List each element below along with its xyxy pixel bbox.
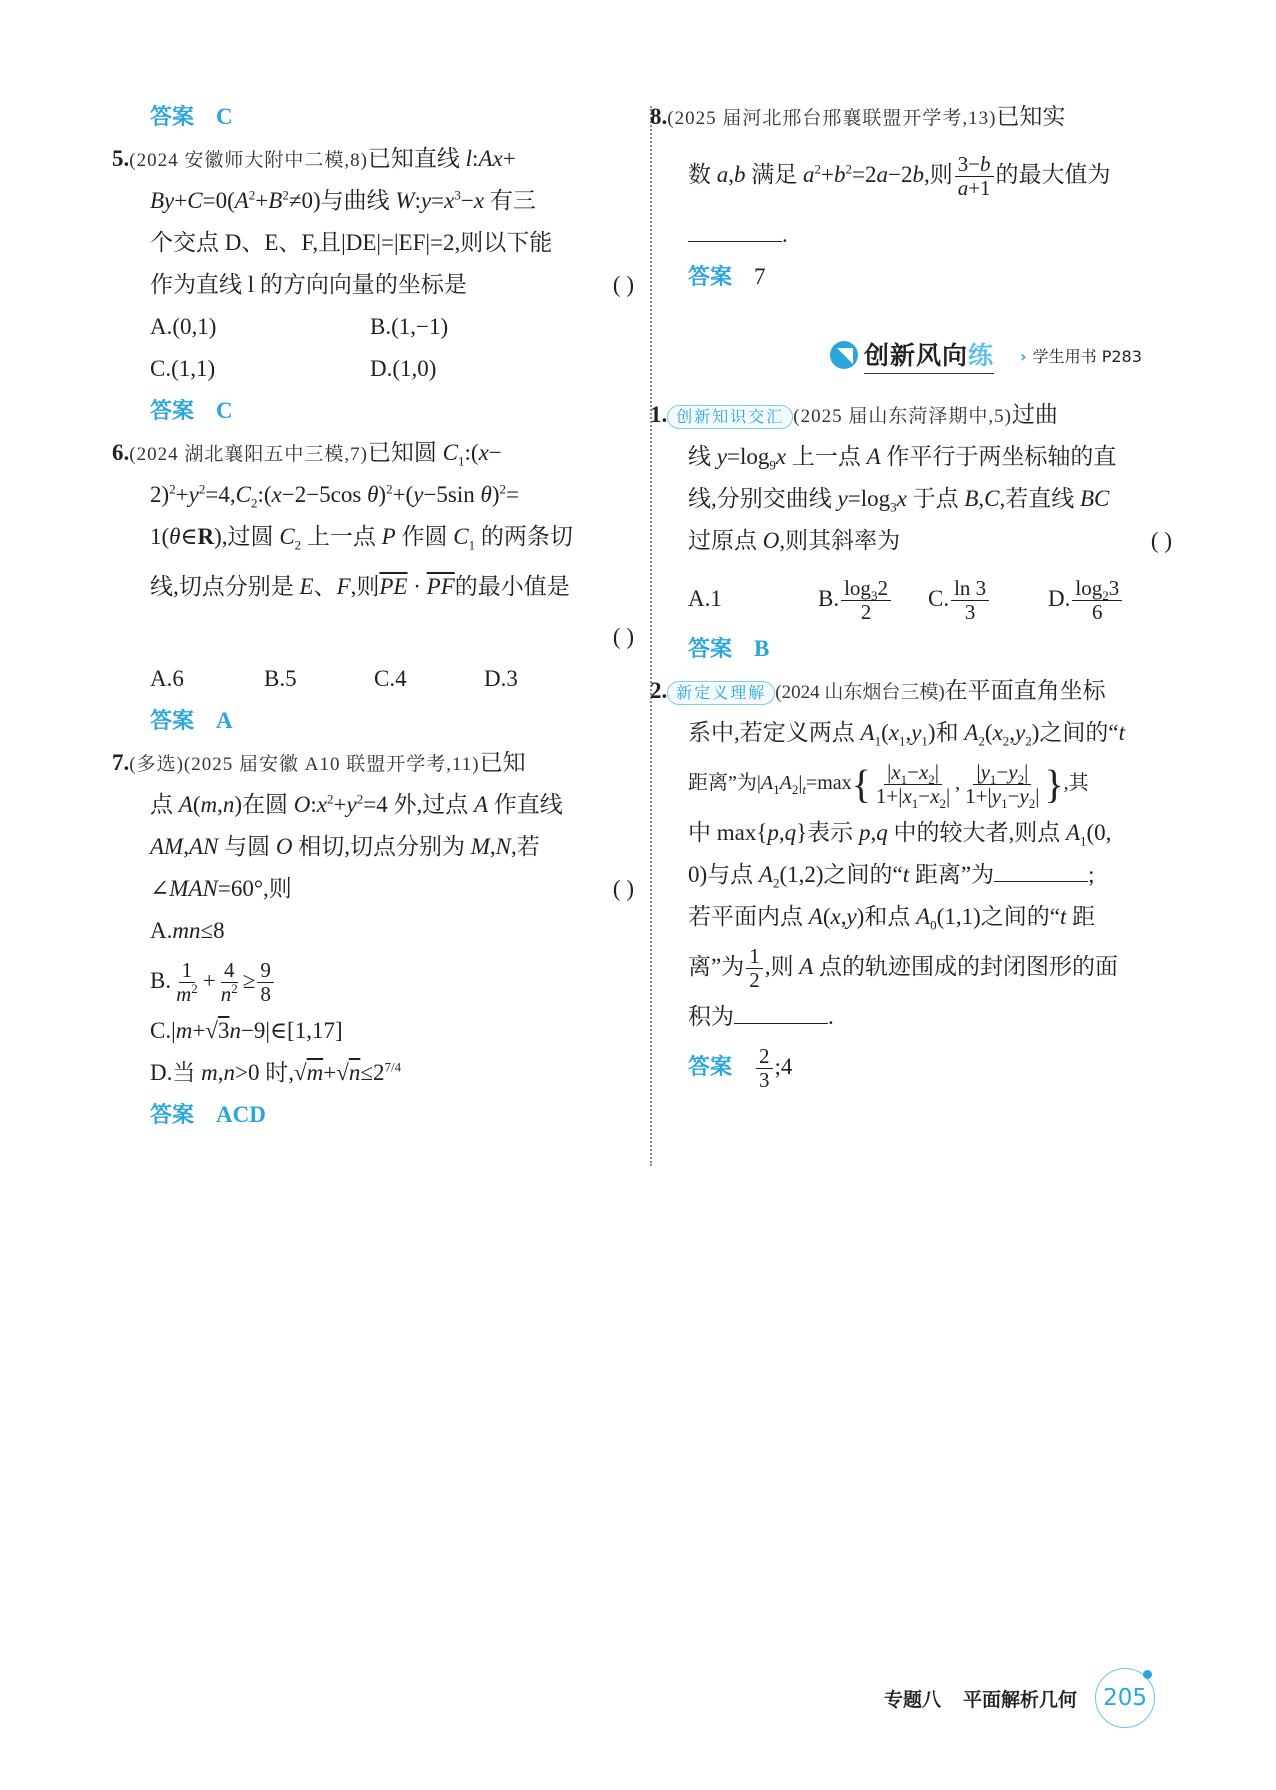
option-c: C.|m+√3n−9|∈[1,17] — [150, 1018, 343, 1043]
answer-value: C — [216, 104, 233, 129]
prev-answer-row — [128, 96, 634, 138]
question-text: 积为 . — [666, 996, 1172, 1038]
question-text: 个交点 D、E、F,且|DE|=|EF|=2,则以下能 — [150, 230, 553, 255]
answer-paren: ( ) — [612, 624, 634, 649]
question-text: 若平面内点 A(x,y)和点 $A_0(1,1)$之间的“t 距 — [688, 904, 1096, 933]
chevron-right-icon: › — [1020, 346, 1027, 366]
option-a: A.1 — [688, 586, 722, 611]
option-a: A.mn≤8 — [150, 918, 225, 943]
question-text: 线,分别交曲线 $y=\log_3x$ 于点 B,C,若直线 BC — [688, 486, 1110, 515]
option-d: D. $\frac{\log_23}{6}$ — [1048, 570, 1124, 628]
question-text: 线 $y=\log_9x$ 上一点 A 作平行于两坐标轴的直 — [688, 444, 1117, 473]
options-row — [128, 348, 634, 390]
answer-paren: ( ) — [1150, 528, 1172, 553]
question-text: 线,切点分别是 E、F,则$\overline{PE} \cdot \overline{PF}$的最小值是 — [150, 574, 570, 599]
answer-value: B — [754, 636, 770, 661]
option-c: C.4 — [374, 666, 407, 691]
option-c: C.(1,1) — [150, 356, 216, 381]
question-text: 1(θ∈R),过圆 $C_2$ 上一点 P 作圆 $C_1$ 的两条切 — [150, 524, 573, 553]
answer-label: 答案 — [688, 264, 733, 289]
question-number: 6. — [112, 440, 130, 465]
question-text: 中 max{p,q}表示 p,q 中的较大者,则点 $A_1(0$, — [688, 820, 1112, 849]
option-b: B. $\frac{1}{m^2}$ + $\frac{4}{n^2}$ ≥ $\frac{9}{8}$ — [128, 952, 634, 1010]
option-c: C. $\frac{\ln 3}{3}$ — [928, 570, 1048, 628]
option-d: D.3 — [484, 666, 518, 691]
section-header — [830, 336, 1142, 374]
option-d: D.当 m,n>0 时$,√m+√n\le 2^{7/4}$ — [150, 1059, 402, 1085]
question-5 — [112, 138, 634, 432]
question-s2 — [650, 670, 1172, 1096]
answer-value: C — [216, 398, 233, 423]
answer-row — [128, 1094, 634, 1136]
paren-row — [128, 616, 634, 658]
question-s1 — [650, 394, 1172, 670]
question-text: 数 a,b 满足 $a^2+b^2=2a-2b$,则 $\frac{3-b}{a+1}$ 的最大值为 — [688, 152, 1111, 201]
answer-label: 答案 — [688, 636, 733, 661]
question-number: 7. — [112, 750, 130, 775]
question-text: 距离”为$|A_1A_2|_t=\max${ $\frac{|x_1-x_2|}{1+|x_1-x_2|}$ , $\frac{|y_1-y_2|}{1+|y_1-y_2|}$ },其 — [688, 759, 1089, 812]
question-text: ∠MAN=60°,则 ( ) — [128, 868, 634, 910]
answer-value: $\frac{2}{3}$ ;4 — [754, 1054, 792, 1079]
section-title: 创新风向练 — [864, 336, 994, 374]
dot-icon — [1143, 1670, 1152, 1679]
answer-label: 答案 — [150, 104, 195, 129]
right-column-lower — [650, 394, 1172, 1096]
answer-paren: ( ) — [612, 876, 634, 901]
answer-label: 答案 — [150, 1102, 195, 1127]
question-text: 点 A(m,n)在圆 $O:x^2+y^2=4$ 外,过点 A 作直线 — [150, 791, 563, 817]
option-d: D.(1,0) — [370, 356, 437, 381]
student-book-ref: › 学生用书 P283 — [1020, 346, 1142, 366]
blank-row: . — [666, 214, 1172, 256]
question-number: 2. — [650, 678, 668, 703]
answer-row — [666, 1038, 1172, 1096]
column-divider — [650, 106, 652, 1166]
topic-tag: 创新知识交汇 — [667, 405, 793, 429]
paper-plane-icon — [830, 341, 858, 369]
question-number: 5. — [112, 146, 130, 171]
question-text: 过原点 O,则其斜率为 ( ) — [666, 520, 1172, 562]
left-column — [112, 96, 634, 1136]
option-b: B.(1,−1) — [370, 314, 449, 339]
answer-paren: ( ) — [612, 272, 634, 297]
question-source: (2025 届山东菏泽期中,5) — [793, 406, 1012, 427]
topic-label: 平面解析几何 — [963, 1688, 1078, 1711]
question-text: 离”为 $\frac{1}{2}$ ,则 A 点的轨迹围成的封闭图形的面 — [688, 944, 1119, 993]
option-b: B. $\frac{\log_32}{2}$ — [818, 570, 928, 628]
question-type-tag: (多选) — [129, 754, 184, 775]
question-7 — [112, 742, 634, 1136]
answer-value: ACD — [216, 1102, 266, 1127]
options-row — [128, 306, 634, 348]
chapter-label: 专题八 — [884, 1688, 942, 1711]
answer-row — [128, 390, 634, 432]
topic-tag: 新定义理解 — [667, 681, 775, 705]
answer-value: A — [216, 708, 233, 733]
question-text: 已知实 — [996, 104, 1066, 129]
answer-label: 答案 — [150, 708, 195, 733]
page-number-badge — [1095, 1668, 1155, 1728]
answer-value: 7 — [754, 264, 766, 289]
option-a: A.(0,1) — [150, 314, 217, 339]
question-text: AM,AN 与圆 O 相切,切点分别为 M,N,若 — [150, 834, 540, 859]
question-source: (2025 届河北邢台邢襄联盟开学考,13) — [667, 108, 997, 129]
question-number: 1. — [650, 402, 668, 427]
question-text: 作为直线 l 的方向向量的坐标是 ( ) — [128, 264, 634, 306]
question-source: (2025 届安徽 A10 联盟开学考,11) — [183, 754, 480, 775]
answer-label: 答案 — [150, 398, 195, 423]
question-text: 已知 — [479, 750, 526, 775]
answer-blank-2 — [734, 1001, 828, 1024]
answer-row — [128, 700, 634, 742]
answer-blank — [688, 219, 782, 242]
page-footer — [884, 1668, 1155, 1728]
question-source: (2024 湖北襄阳五中三模,7) — [129, 444, 368, 465]
question-text: $2)^2+y^2=4,C_2:(x-2-5\cos$ θ)$^2$+(y−5sin θ)$^2$= — [150, 481, 519, 511]
right-column — [650, 96, 1172, 298]
question-text: 在平面直角坐标 — [944, 678, 1106, 703]
question-text: 系中,若定义两点 $A_1(x_1,y_1)$和 $A_2(x_2,y_2)$之间的“t — [688, 720, 1126, 749]
question-text: $By+C=0(A^2+B^2\ne 0)$与曲线 $W:y=x^3-x$ 有三 — [150, 187, 536, 213]
question-source: (2024 山东烟台三模) — [775, 682, 945, 703]
answer-row — [666, 256, 1172, 298]
question-text: 过曲 — [1011, 402, 1058, 427]
question-text: 已知圆 $C_1:(x-$ — [367, 440, 502, 469]
question-source: (2024 安徽师大附中二模,8) — [129, 150, 368, 171]
option-b: B.5 — [264, 666, 297, 691]
answer-label: 答案 — [688, 1054, 733, 1079]
options-row — [666, 570, 1172, 628]
answer-row — [666, 628, 1172, 670]
option-a: A.6 — [150, 666, 184, 691]
options-row — [128, 658, 634, 700]
question-number: 8. — [650, 104, 668, 129]
question-text: 0)与点 $A_2(1,2)$之间的“t 距离”为 ; — [666, 854, 1172, 896]
question-8 — [650, 96, 1172, 298]
question-text: 已知直线 l:Ax+ — [367, 146, 516, 171]
question-6 — [112, 432, 634, 742]
answer-blank-1 — [994, 859, 1088, 882]
page-number: 205 — [1103, 1685, 1147, 1711]
